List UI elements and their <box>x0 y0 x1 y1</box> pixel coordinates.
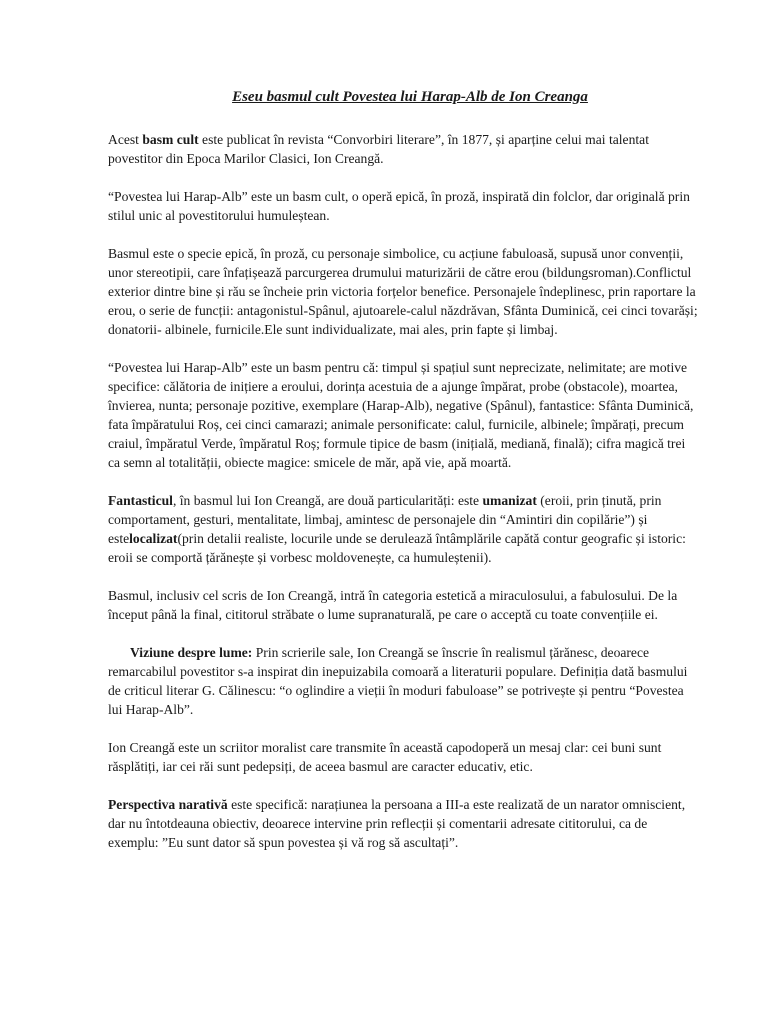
text-run: Acest <box>108 132 143 147</box>
text-run: (eroii, prin ținută, prin comportament, gesturi, mentalitate, limbaj, amintesc de personajele din “Amintiri din copilărie”) și este <box>108 493 662 546</box>
document-page <box>108 88 698 871</box>
text-run: , în basmul lui Ion Creangă, are două particularități: este <box>172 493 483 508</box>
text-run: este publicat în revista “Convorbiri literare”, în 1877, și aparține celui mai talentat povestitor din Epoca Marilor Clasici, Ion Creangă. <box>108 132 649 166</box>
bold-term: basm cult <box>142 132 199 147</box>
paragraph-intro <box>108 130 698 168</box>
text-run: este specifică: narațiunea la persoana a III-a este realizată de un narator omniscient, dar nu întotdeauna obiectiv, deoarece intervine prin reflecții și comentarii adresate cititorului, ca de exemplu: ”Eu sunt dator să spun povestea și vă rog să ascultați”. <box>108 797 686 850</box>
paragraph-species: Basmul este o specie epică, în proză, cu personaje simbolice, cu acțiune fabuloasă, supusă unor convenții, unor stereotipii, care înfațișează parcurgerea drumului maturizării de către erou (bildungsroman).Conflictul exterior dintre bine și rău se încheie prin victoria forțelor benefice. Personajele îndeplinesc, prin raportare la erou, o serie de funcții: antagonistul-Spânul, ajutoarele-calul năzdrăvan, Sfânta Duminică, cei cinci tovarăși; donatorii- albinele, furnicile.Ele sunt individualizate, mai ales, prin fapte și limbaj. <box>108 246 698 337</box>
document-title: Eseu basmul cult Povestea lui Harap-Alb de Ion Creanga <box>232 89 588 105</box>
bold-term: Viziune despre lume: <box>130 645 253 660</box>
paragraph-definition: “Povestea lui Harap-Alb” este un basm cult, o operă epică, în proză, inspirată din folclor, dar originală prin stilul unic al povestitorului humuleștean. <box>108 189 690 223</box>
bold-term: localizat <box>129 531 178 546</box>
paragraph-moralist: Ion Creangă este un scriitor moralist care transmite în această capodoperă un mesaj clar: cei buni sunt răsplătiți, iar cei răi sunt pedepsiți, de aceea basmul are caracter educativ, etic. <box>108 740 662 774</box>
paragraph-fantastic <box>108 491 698 567</box>
paragraph-worldview <box>108 643 698 719</box>
paragraph-miraculous: Basmul, inclusiv cel scris de Ion Creangă, intră în categoria estetică a miraculosului, a fabulosului. De la început până la final, cititorul străbate o lume supranaturală, pe care o acceptă cu toate convențiile ei. <box>108 588 678 622</box>
bold-term: umanizat <box>482 493 537 508</box>
bold-term: Perspectiva narativă <box>108 797 228 812</box>
paragraph-arguments: “Povestea lui Harap-Alb” este un basm pentru că: timpul și spațiul sunt neprecizate, nelimitate; are motive specifice: călătoria de inițiere a eroului, dorința acestuia de a ajunge împărat, probe (obstacole), moartea, învierea, nunta; personaje pozitive, exemplare (Harap-Alb), negative (Spânul), fantastice: Sfânta Duminică, fata împăratului Roș, cei cinci camarazi; animale personificate: calul, furnicile, albinele; împărați, precum craiul, împăratul Verde, împăratul Roș; formule tipice de basm (inițială, mediană, finală); cifra magică trei ca semn al totalității, obiecte magice: smicele de măr, apă vie, apă moartă. <box>108 360 694 470</box>
paragraph-narrative-perspective <box>108 795 698 852</box>
text-run: Prin scrierile sale, Ion Creangă se înscrie în realismul țărănesc, deoarece remarcabilul povestitor s-a inspirat din inepuizabila comoară a literaturii populare. Definiția dată basmului de criticul literar G. Călinescu: “o oglindire a vieții în moduri fabuloase” se potrivește și pentru “Povestea lui Harap-Alb”. <box>108 645 688 717</box>
bold-term: Fantasticul <box>108 493 173 508</box>
text-run: (prin detalii realiste, locurile unde se derulează întâmplările capătă contur geografic și istoric: eroii se comportă țărănește și vorbesc moldovenește, ca humuleștenii). <box>108 531 686 565</box>
